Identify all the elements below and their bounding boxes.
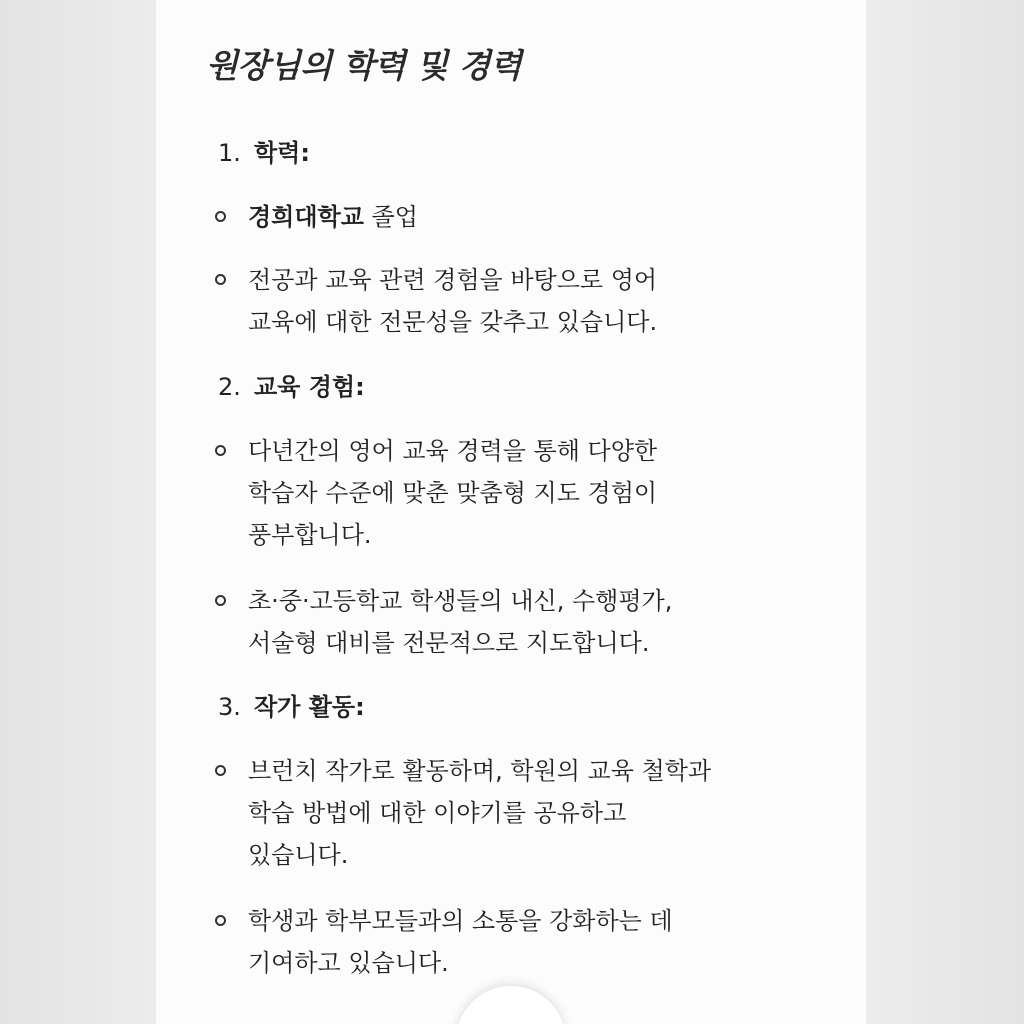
section-1-label: 학력:	[254, 139, 310, 167]
hollow-circle-bullet-icon	[215, 274, 226, 285]
page-title: 원장님의 학력 및 경력	[206, 46, 522, 85]
list-item	[248, 259, 768, 343]
right-backdrop	[866, 0, 1024, 1024]
hollow-circle-bullet-icon	[215, 915, 226, 926]
hollow-circle-bullet-icon	[215, 765, 226, 776]
hollow-circle-bullet-icon	[215, 595, 226, 606]
list-item	[248, 196, 768, 238]
section-2-label: 교육 경험:	[254, 373, 365, 401]
hollow-circle-bullet-icon	[215, 211, 226, 222]
section-1-heading	[218, 137, 310, 169]
list-item-bold: 경희대학교	[248, 203, 364, 231]
section-3-label: 작가 활동:	[254, 693, 365, 721]
list-item-text: 다년간의 영어 교육 경력을 통해 다양한 학습자 수준에 맞춘 맞춤형 지도 경험이 풍부합니다.	[248, 437, 658, 549]
list-item-text: 전공과 교육 관련 경험을 바탕으로 영어 교육에 대한 전문성을 갖추고 있습니다.	[248, 266, 658, 336]
section-2-number: 2.	[218, 373, 241, 401]
list-item-text: 브런치 작가로 활동하며, 학원의 교육 철학과 학습 방법에 대한 이야기를 공유하고 있습니다.	[248, 757, 712, 869]
floating-button[interactable]	[456, 986, 566, 1024]
list-item-text: 졸업	[363, 203, 418, 231]
hollow-circle-bullet-icon	[215, 445, 226, 456]
section-3-heading	[218, 691, 365, 723]
list-item	[248, 750, 768, 876]
document-page	[156, 0, 866, 1024]
left-backdrop	[0, 0, 156, 1024]
list-item	[248, 900, 768, 984]
list-item-text: 학생과 학부모들과의 소통을 강화하는 데 기여하고 있습니다.	[248, 907, 673, 977]
list-item	[248, 580, 768, 664]
list-item	[248, 430, 768, 556]
section-3-number: 3.	[218, 693, 241, 721]
list-item-text: 초·중·고등학교 학생들의 내신, 수행평가, 서술형 대비를 전문적으로 지도합니다.	[248, 587, 673, 657]
section-1-number: 1.	[218, 139, 241, 167]
section-2-heading	[218, 371, 365, 403]
